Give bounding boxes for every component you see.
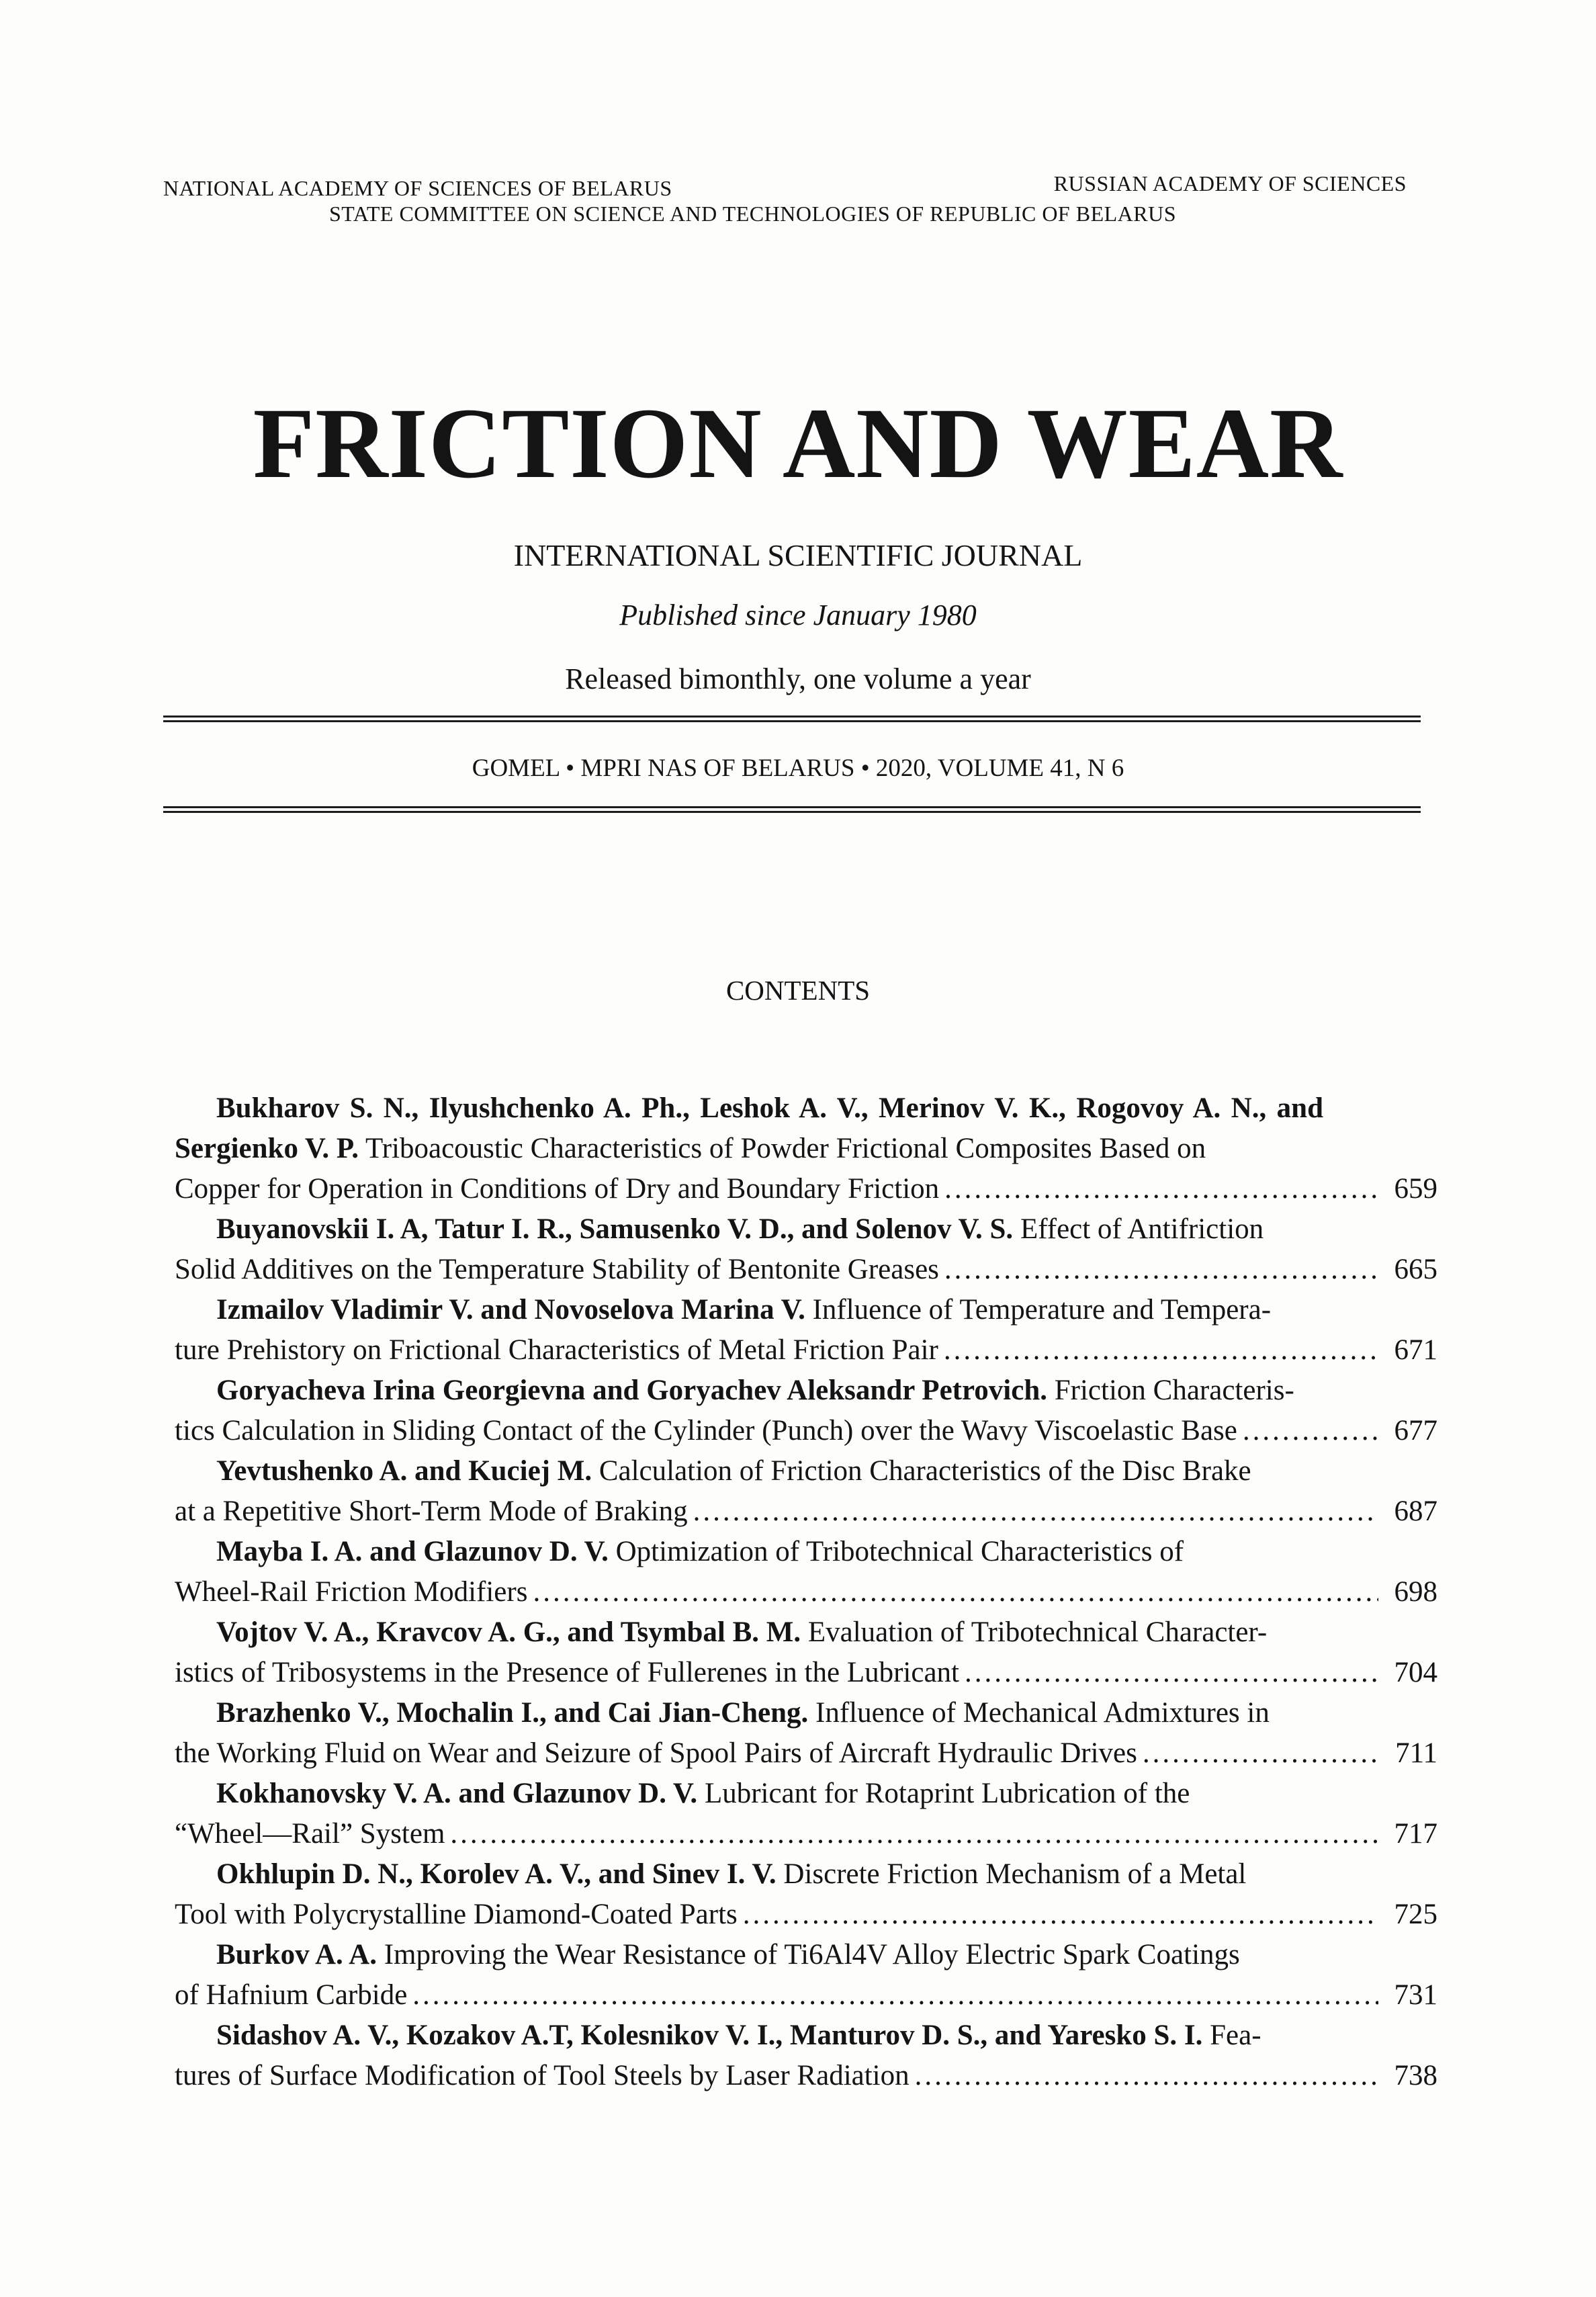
leader-dots [915,2056,1378,2096]
bottom-rule-thin [163,811,1421,813]
contents-entry[interactable] [175,1612,1437,1693]
entry-title-end: the Working Fluid on Wear and Seizure of Spool Pairs of Aircraft Hydraulic Drives [175,1737,1137,1769]
leader-dots [1143,1733,1378,1774]
entry-title-start: Discrete Friction Mechanism of a Metal [776,1858,1247,1890]
entry-title-start: Influence of Mechanical Admixtures in [808,1697,1270,1729]
entry-title-end: Solid Additives on the Temperature Stability of Bentonite Greases [175,1254,939,1285]
entry-title-end: tures of Surface Modification of Tool Steels by Laser Radiation [175,2060,910,2091]
entry-page-number: 717 [1394,1818,1437,1850]
entry-authors: Izmailov Vladimir V. and Novoselova Marina V. [216,1294,805,1326]
contents-entry[interactable] [175,1209,1437,1290]
publication-frequency: Released bimonthly, one volume a year [565,662,1031,695]
leader-dots [965,1653,1378,1693]
entry-title-end: at a Repetitive Short-Term Mode of Braking [175,1496,688,1527]
contents-entry[interactable] [175,1935,1437,2016]
journal-subtitle: INTERNATIONAL SCIENTIFIC JOURNAL [513,538,1083,572]
leader-dots [412,1975,1378,2016]
entry-title-end: “Wheel—Rail” System [175,1818,445,1850]
header-center-institution: STATE COMMITTEE ON SCIENCE AND TECHNOLOGIES OF REPUBLIC OF BELARUS [329,202,1177,226]
contents-entry[interactable] [175,1451,1437,1532]
leader-dots [944,1330,1378,1371]
leader-dots [1243,1411,1378,1451]
contents-entry[interactable] [175,1693,1437,1774]
entry-title-start: Calculation of Friction Characteristics of the Disc Brake [592,1455,1251,1487]
top-rule-thin [163,720,1421,722]
entry-title-start: Improving the Wear Resistance of Ti6Al4V Alloy Electric Spark Coatings [376,1939,1240,1970]
leader-dots [944,1169,1378,1209]
entry-page-number: 711 [1395,1737,1437,1769]
contents-entry[interactable] [175,1774,1437,1854]
entry-title-start: Evaluation of Tribotechnical Character- [801,1616,1268,1648]
header-right-institution: RUSSIAN ACADEMY OF SCIENCES [1053,171,1407,196]
entry-title-start: Triboacoustic Characteristics of Powder Frictional Composites Based on [359,1133,1206,1164]
entry-authors: Brazhenko V., Mochalin I., and Cai Jian-Cheng. [216,1697,809,1729]
entry-title-start: Effect of Antifriction [1013,1213,1264,1245]
entry-page-number: 671 [1394,1334,1437,1366]
leader-dots [743,1895,1378,1935]
entry-page-number: 659 [1394,1173,1437,1205]
entry-title-start: Optimization of Tribotechnical Characteristics of [608,1536,1184,1567]
entry-page-number: 687 [1394,1496,1437,1527]
imprint-line: GOMEL • MPRI NAS OF BELARUS • 2020, VOLUME 41, N 6 [472,754,1124,782]
leader-dots [450,1814,1378,1854]
entry-title-end: Wheel-Rail Friction Modifiers [175,1576,528,1608]
entry-authors: Kokhanovsky V. A. and Glazunov D. V. [216,1778,698,1809]
leader-dots [944,1250,1378,1290]
entry-title-end: tics Calculation in Sliding Contact of the Cylinder (Punch) over the Wavy Viscoelastic Base [175,1415,1237,1446]
contents-entry[interactable] [175,2016,1437,2096]
header-left-institution: NATIONAL ACADEMY OF SCIENCES OF BELARUS [163,176,672,200]
entry-page-number: 725 [1394,1899,1437,1930]
entry-title-end: of Hafnium Carbide [175,1979,408,2011]
entry-title-end: ture Prehistory on Frictional Characteristics of Metal Friction Pair [175,1334,938,1366]
journal-title: FRICTION AND WEAR [253,388,1343,499]
entry-title-start: Influence of Temperature and Tempera- [805,1294,1272,1326]
contents-entry[interactable] [175,1290,1437,1371]
contents-entry[interactable] [175,1854,1437,1935]
contents-heading: CONTENTS [725,975,871,1006]
entry-title-start: Lubricant for Rotaprint Lubrication of the [697,1778,1190,1809]
entry-authors: Yevtushenko A. and Kuciej M. [216,1455,592,1487]
entry-authors: Okhlupin D. N., Korolev A. V., and Sinev I. V. [216,1858,777,1890]
leader-dots [693,1491,1378,1532]
entry-page-number: 677 [1394,1415,1437,1446]
entry-page-number: 698 [1394,1576,1437,1608]
contents-entry[interactable] [175,1088,1437,1209]
entry-title-end: Tool with Polycrystalline Diamond-Coated Parts [175,1899,738,1930]
entry-authors: Sidashov A. V., Kozakov A.T, Kolesnikov V. I., Manturov D. S., and Yaresko S. I. [216,2020,1203,2051]
entry-authors: Mayba I. A. and Glazunov D. V. [216,1536,609,1567]
entry-page-number: 738 [1394,2060,1437,2091]
entry-title-end: Copper for Operation in Conditions of Dry and Boundary Friction [175,1173,940,1205]
contents-list [175,1088,1437,2096]
publication-start: Published since January 1980 [619,599,977,632]
entry-title-end: istics of Tribosystems in the Presence of Fullerenes in the Lubricant [175,1657,959,1688]
bottom-rule [163,806,1421,808]
entry-page-number: 665 [1394,1254,1437,1285]
leader-dots [533,1572,1378,1612]
entry-authors: Buyanovskii I. A, Tatur I. R., Samusenko V. D., and Solenov V. S. [216,1213,1014,1245]
entry-page-number: 704 [1394,1657,1437,1688]
entry-title-start: Fea- [1202,2020,1261,2051]
entry-authors: Goryacheva Irina Georgievna and Goryachev Aleksandr Petrovich. [216,1375,1047,1406]
entry-page-number: 731 [1394,1979,1437,2011]
entry-authors: Bukharov S. N., Ilyushchenko A. Ph., Leshok A. V., Merinov V. K., Rogovoy A. N., and Sergienko V. P. [175,1092,1323,1164]
entry-authors: Burkov A. A. [216,1939,377,1970]
contents-entry[interactable] [175,1371,1437,1451]
contents-entry[interactable] [175,1532,1437,1612]
entry-title-start: Friction Characteris- [1047,1375,1294,1406]
entry-authors: Vojtov V. A., Kravcov A. G., and Tsymbal B. M. [216,1616,801,1648]
top-rule [163,716,1421,718]
